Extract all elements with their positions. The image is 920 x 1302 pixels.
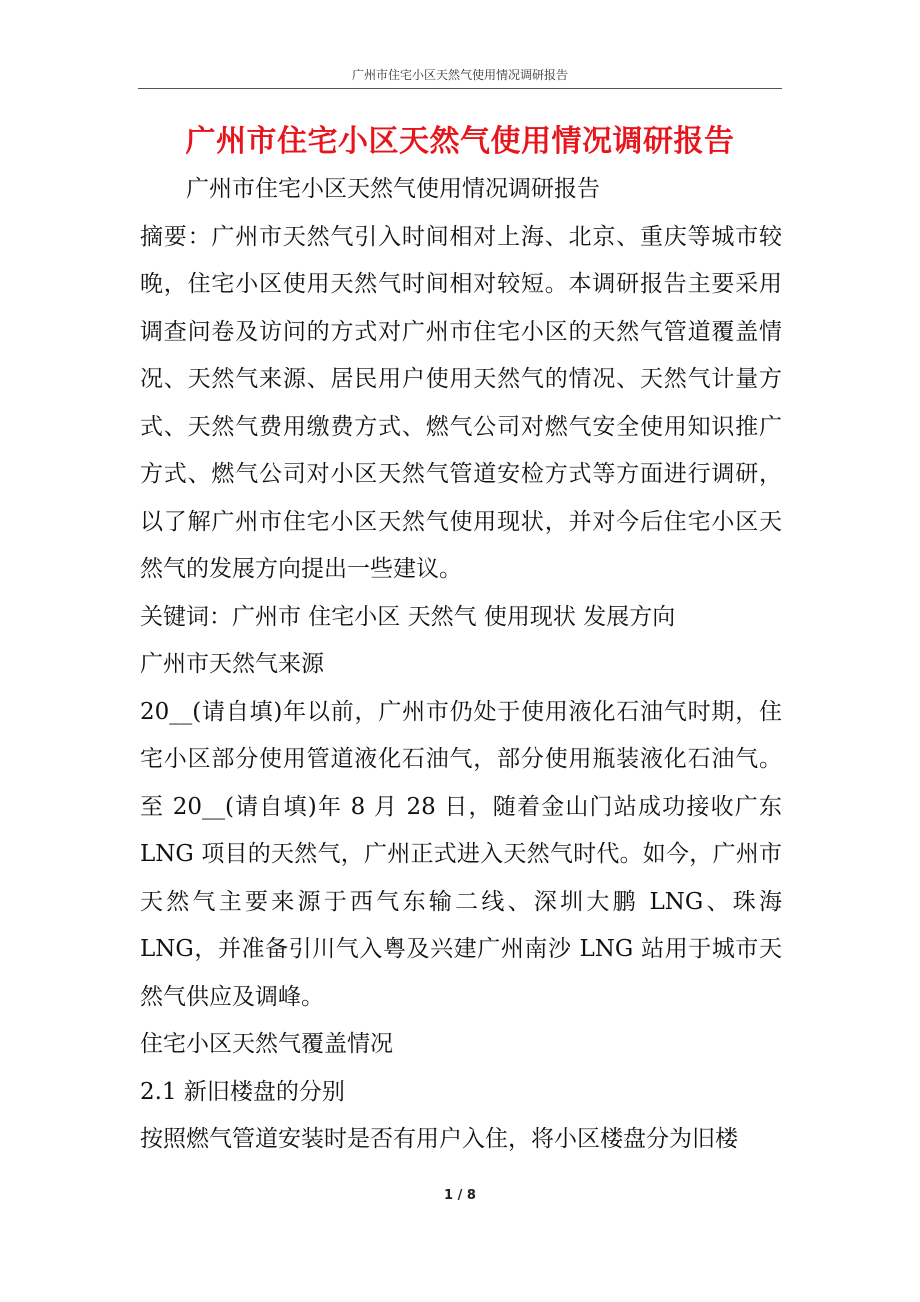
section-2-1-heading: 2.1 新旧楼盘的分别 — [140, 1078, 345, 1105]
document-subtitle: 广州市住宅小区天然气使用情况调研报告 — [186, 176, 600, 202]
header-divider — [138, 88, 782, 89]
abstract-paragraph: 摘要：广州市天然气引入时间相对上海、北京、重庆等城市较晚，住宅小区使用天然气时间相对较短。本调研报告主要采用调查问卷及访问的方式对广州市住宅小区的天然气管道覆盖情况、天然气来源、居民用户使用天然气的情况、天然气计量方式、天然气费用缴费方式、燃气公司对燃气安全使用知识推广方式、燃气公司对小区天然气管道安检方式等方面进行调研，以了解广州市住宅小区天然气使用现状，并对今后住宅小区天然气的发展方向提出一些建议。 — [140, 223, 782, 582]
document-body — [140, 166, 782, 1164]
page-number: 1 / 8 — [444, 1188, 476, 1203]
running-header: 广州市住宅小区天然气使用情况调研报告 — [351, 68, 568, 82]
section-1-heading: 广州市天然气来源 — [140, 651, 324, 677]
keywords-line: 关键词：广州市 住宅小区 天然气 使用现状 发展方向 — [140, 603, 676, 630]
section-1-paragraph: 20__(请自填)年以前，广州市仍处于使用液化石油气时期，住宅小区部分使用管道液化石油气，部分使用瓶装液化石油气。至 20__(请自填)年 8 月 28 日，随着金山门站成功接收广东 LNG 项目的天然气，广州正式进入天然气时代。如今，广州市天然气主要来源于西气东输二线、深圳大鹏 LNG、珠海 LNG，并准备引川气入粤及兴建广州南沙 LNG 站用于城市天然气供应及调峰。 — [140, 698, 782, 1010]
section-2-heading: 住宅小区天然气覆盖情况 — [140, 1031, 393, 1057]
section-2-1-paragraph: 按照燃气管道安装时是否有用户入住，将小区楼盘分为旧楼 — [140, 1126, 738, 1152]
document-title: 广州市住宅小区天然气使用情况调研报告 — [185, 124, 735, 159]
